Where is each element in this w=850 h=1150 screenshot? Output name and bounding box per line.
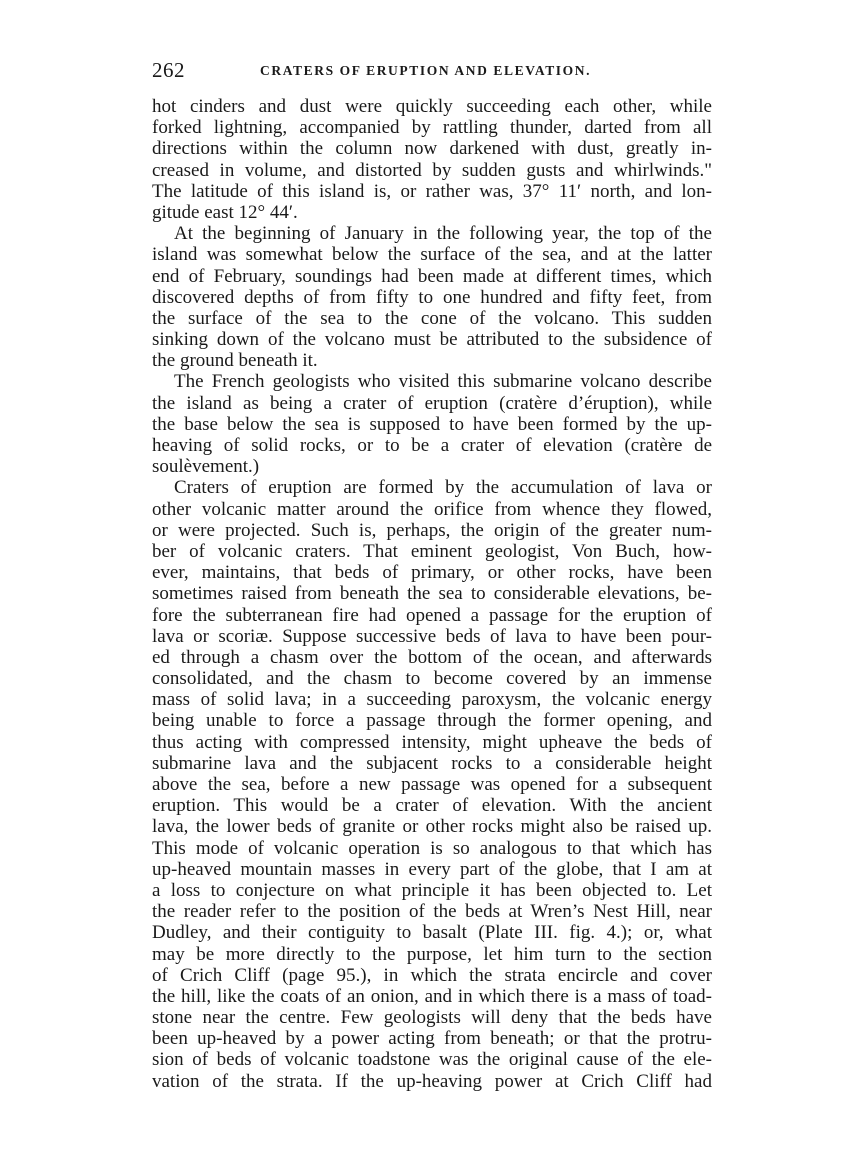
text-line: forked lightning, accompanied by rattling thunder, darted from all [152, 117, 712, 139]
text-line: other volcanic matter around the orifice from whence they flowed, [152, 498, 712, 520]
text-line: The latitude of this island is, or rather was, 37° 11′ north, and lon- [152, 180, 712, 202]
text-line: Craters of eruption are formed by the accumulation of lava or [174, 477, 712, 499]
running-title: CRATERS OF ERUPTION AND ELEVATION. [260, 63, 592, 78]
text-line: or were projected. Such is, perhaps, the origin of the greater num- [152, 519, 712, 541]
text-line: island was somewhat below the surface of the sea, and at the latter [152, 244, 712, 266]
text-line: fore the subterranean fire had opened a passage for the eruption of [152, 604, 712, 626]
text-line: the ground beneath it. [152, 350, 318, 372]
text-line: the base below the sea is supposed to have been formed by the up- [152, 413, 712, 435]
body-text [152, 96, 712, 1092]
text-line: The French geologists who visited this submarine volcano describe [174, 371, 712, 393]
text-line: up-heaved mountain masses in every part of the globe, that I am at [152, 858, 712, 880]
text-line: the surface of the sea to the cone of the volcano. This sudden [152, 307, 712, 329]
text-line: thus acting with compressed intensity, might upheave the beds of [152, 731, 712, 753]
text-line: being unable to force a passage through the former opening, and [152, 710, 712, 732]
text-line: end of February, soundings had been made at different times, which [152, 265, 712, 287]
text-line: Dudley, and their contiguity to basalt (Plate III. fig. 4.); or, what [152, 922, 712, 944]
text-line: sion of beds of volcanic toadstone was the original cause of the ele- [152, 1049, 712, 1071]
text-line: hot cinders and dust were quickly succeeding each other, while [152, 96, 712, 117]
text-line: ed through a chasm over the bottom of the ocean, and afterwards [152, 646, 712, 668]
text-line: the hill, like the coats of an onion, and in which there is a mass of toad- [152, 985, 712, 1007]
text-line: vation of the strata. If the up-heaving power at Crich Cliff had [152, 1070, 712, 1092]
text-line: creased in volume, and distorted by sudden gusts and whirlwinds." [152, 159, 712, 181]
text-line: This mode of volcanic operation is so analogous to that which has [152, 837, 712, 859]
page-header [152, 58, 712, 84]
text-line: heaving of solid rocks, or to be a crater of elevation (cratère de [152, 435, 712, 456]
page-number: 262 [152, 58, 185, 82]
text-line: consolidated, and the chasm to become covered by an immense [152, 668, 712, 690]
text-line: sometimes raised from beneath the sea to considerable elevations, be- [152, 583, 712, 605]
text-line: stone near the centre. Few geologists will deny that the beds have [152, 1007, 712, 1029]
text-line: discovered depths of from fifty to one hundred and fifty feet, from [152, 286, 712, 308]
text-line: above the sea, before a new passage was opened for a subsequent [152, 774, 712, 795]
text-line: eruption. This would be a crater of elevation. With the ancient [152, 795, 712, 817]
text-line: ever, maintains, that beds of primary, or other rocks, have been [152, 562, 712, 584]
text-line: the island as being a crater of eruption (cratère d’éruption), while [152, 392, 712, 414]
text-line: a loss to conjecture on what principle it has been objected to. Let [152, 879, 712, 901]
text-line: gitude east 12° 44′. [152, 201, 298, 223]
text-line: may be more directly to the purpose, let him turn to the section [152, 943, 712, 965]
text-line: At the beginning of January in the following year, the top of the [174, 223, 712, 245]
text-line: directions within the column now darkened with dust, greatly in- [152, 138, 712, 160]
text-line: of Crich Cliff (page 95.), in which the strata encircle and cover [152, 964, 712, 986]
text-line: been up-heaved by a power acting from beneath; or that the protru- [152, 1028, 712, 1050]
text-line: submarine lava and the subjacent rocks to a considerable height [152, 752, 712, 774]
text-line: mass of solid lava; in a succeeding paroxysm, the volcanic energy [152, 689, 712, 711]
text-line: soulèvement.) [152, 456, 260, 478]
text-line: the reader refer to the position of the beds at Wren’s Nest Hill, near [152, 901, 712, 923]
text-line: lava, the lower beds of granite or other rocks might also be raised up. [152, 816, 712, 838]
text-line: ber of volcanic craters. That eminent geologist, Von Buch, how- [152, 540, 712, 562]
text-line: sinking down of the volcano must be attributed to the subsidence of [152, 329, 712, 351]
text-line: lava or scoriæ. Suppose successive beds of lava to have been pour- [152, 625, 712, 647]
